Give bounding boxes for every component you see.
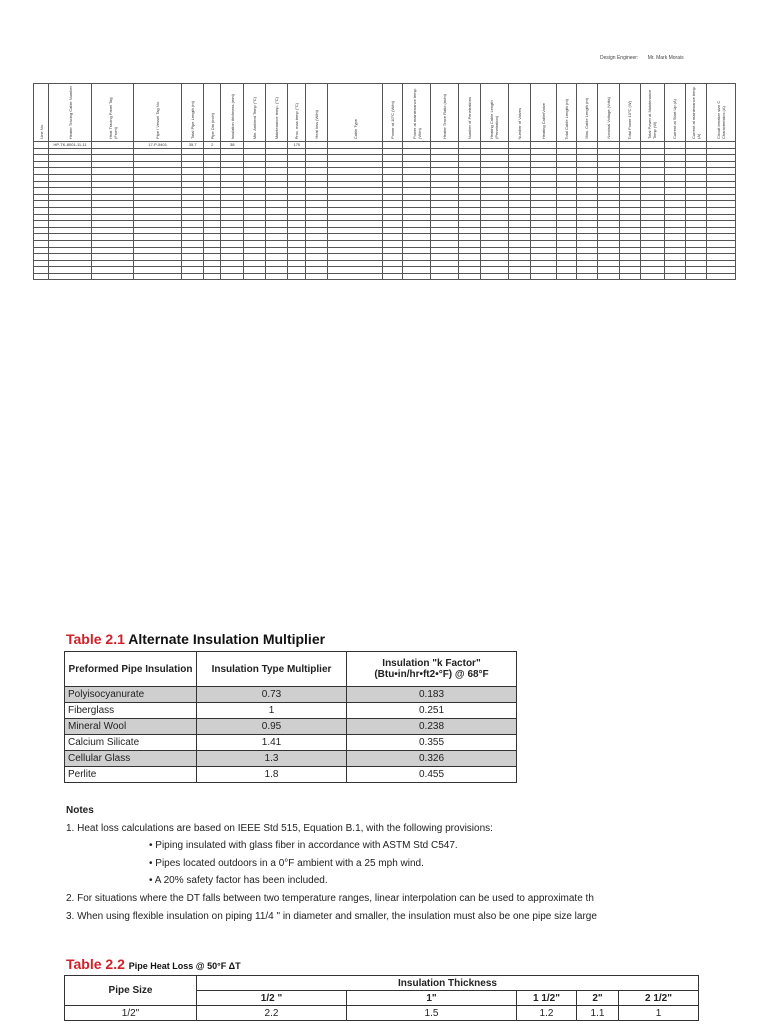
table-row [34,207,736,214]
table-row [34,273,736,280]
table-row [34,240,736,247]
k-factor-cell: 0.326 [347,751,517,767]
table-row [34,267,736,274]
table-row [34,227,736,234]
table22-title [66,956,241,972]
heat-loss-cell: 1.1 [577,1006,619,1021]
col-header-label: Total Cable Length (m) [563,98,569,139]
col-header-label: Number of Penetrations [466,96,472,139]
col-header-label: Heating Cable/Valve [540,102,546,139]
pipe-heat-loss-table [64,975,699,1021]
col-header-label: Current at maintenance temp. (A) [690,86,701,139]
col-header-label: Circuit breaker size C Characteristics (A) [715,100,726,139]
material-cell: Mineral Wool [65,719,197,735]
heat-loss-cell: 1 [619,1006,699,1021]
col-header-label: Pipe Dia (inch) [209,112,215,139]
pipe-size-header: Pipe Size [65,976,197,1006]
col-header: Preformed Pipe Insulation [65,652,197,687]
col-header [328,84,383,142]
table-row [34,214,736,221]
insulation-thickness-header: Insulation Thickness [197,976,699,991]
heat-loss-cell: 1.5 [347,1006,517,1021]
note-2: 2. For situations where the DT falls between two temperature ranges, linear interpolation can be used to approximate th [66,892,594,904]
multiplier-cell: 1 [197,703,347,719]
col-header [576,84,597,142]
col-header [685,84,706,142]
thickness-header: 2" [577,991,619,1006]
table-row [34,201,736,208]
material-cell: Perlite [65,767,197,783]
col-header [597,84,619,142]
col-header: Insulation "k Factor" (Btu•in/hr•ft2•°F) @ 68°F [347,652,517,687]
table-row [34,234,736,241]
table-row [34,247,736,254]
table-row [34,142,736,149]
col-header-label: Heat Tracing Panel Tag (From) [107,97,118,139]
col-header [221,84,244,142]
col-header-label: Nominal Voltage (Volts) [605,97,611,139]
note-3: 3. When using flexible insulation on piping 11/4 " in diameter and smaller, the insulation must also be one pipe size large [66,910,597,922]
header-info [600,55,692,61]
material-cell: Cellular Glass [65,751,197,767]
heat-table-header-row [34,84,736,142]
thickness-header: 1" [347,991,517,1006]
table-row [65,703,517,719]
material-cell: Fiberglass [65,703,197,719]
col-header [49,84,92,142]
table-row [65,687,517,703]
multiplier-cell: 0.95 [197,719,347,735]
col-header-label: Pipe / Vessel Tag No. [155,101,161,139]
col-header [134,84,182,142]
col-header-label: Current at Start Up (A) [672,98,678,139]
col-header [288,84,306,142]
table-row [34,148,736,155]
col-header-label: Insulation thickness (mm) [229,93,235,139]
table21-title [66,631,325,647]
note-1: 1. Heat loss calculations are based on IEEE Std 515, Equation B.1, with the following provisions: [66,822,493,834]
table-header-row [65,652,517,687]
cable-number-cell: HP-TK-8001-11-11 [49,142,92,149]
col-header [706,84,735,142]
design-engineer-label: Design Engineer: [600,55,639,61]
material-cell: Polyisocyanurate [65,687,197,703]
col-header-label: Max. Cable Length (m) [584,98,590,139]
col-header [508,84,530,142]
heat-tracing-table [33,83,736,280]
col-header-label: Total Power at Maintenance Temp (W) [647,89,658,139]
note-1-bullet-1: • Piping insulated with glass fiber in accordance with ASTM Std C547. [149,840,458,852]
col-header [530,84,556,142]
table-row [65,751,517,767]
table-row [34,174,736,181]
pipe-tag-cell: 17-P-5401 [134,142,182,149]
heat-loss-cell: 1.2 [517,1006,577,1021]
table-row [65,1006,699,1021]
note-1-bullet-2: • Pipes located outdoors in a 0°F ambient with a 25 mph wind. [149,857,424,869]
col-header [306,84,328,142]
length-cell: 35.7 [182,142,204,149]
table-header-row [65,976,699,991]
col-header-label: Cable Type [352,118,358,139]
thickness-header: 1/2 " [197,991,347,1006]
col-header-label: Heater Tracing Cable Number [67,85,73,139]
notes-section [66,802,706,925]
insulation-multiplier-table [64,651,517,783]
multiplier-cell: 1.41 [197,735,347,751]
k-factor-cell: 0.355 [347,735,517,751]
table-row [34,221,736,228]
col-header: Insulation Type Multiplier [197,652,347,687]
col-header [640,84,664,142]
table-row [34,188,736,195]
table22-number: Table 2.2 [66,956,125,972]
design-engineer-value: Mr. Mark Morais [647,55,684,61]
table-row [65,719,517,735]
note-1-bullet-3: • A 20% safety factor has been included. [149,875,328,887]
col-header [34,84,49,142]
table-row [34,181,736,188]
col-header-label: Total Pipe Length (m) [190,100,196,139]
multiplier-cell: 1.8 [197,767,347,783]
col-header-label: Line No. [38,124,44,139]
col-header-label: Power at maintenance temp. (W/m) [411,88,422,139]
col-header-label: Proc. max temp (°C) [294,102,300,139]
table-row [34,155,736,162]
heat-loss-cell: 2.2 [197,1006,347,1021]
table-row [34,168,736,175]
col-header-label: Total Power 10°C (W) [627,100,633,139]
multiplier-cell: 1.3 [197,751,347,767]
table-row [34,254,736,261]
table21-number: Table 2.1 [66,631,125,647]
col-header-label: Maintenance temp. (°C) [274,96,280,139]
table-row [34,161,736,168]
table-row [65,735,517,751]
thickness-header: 1 1/2" [517,991,577,1006]
col-header [182,84,204,142]
col-header [204,84,221,142]
col-header-label: Min. Ambient Temp (°C) [252,96,258,139]
col-header [458,84,480,142]
material-cell: Calcium Silicate [65,735,197,751]
table-row [34,260,736,267]
col-header [664,84,685,142]
col-header [556,84,576,142]
k-factor-cell: 0.251 [347,703,517,719]
dia-cell: 2 [204,142,221,149]
pipe-size-cell: 1/2" [65,1006,197,1021]
table22-caption: Pipe Heat Loss @ 50°F ΔT [128,961,241,971]
col-header [383,84,403,142]
table21-caption: Alternate Insulation Multiplier [128,631,326,647]
col-header [480,84,508,142]
col-header [92,84,134,142]
col-header [403,84,431,142]
notes-title: Notes [66,805,94,816]
col-header [244,84,266,142]
insulation-cell: 38 [221,142,244,149]
col-header [266,84,288,142]
thickness-header: 2 1/2" [619,991,699,1006]
col-header-label: Heating Cable Length (Penetration) [489,100,500,139]
col-header-label: Power at 10°C (W/m) [390,101,396,139]
col-header [619,84,640,142]
col-header-label: Number of Valves [516,107,522,139]
k-factor-cell: 0.455 [347,767,517,783]
col-header [431,84,458,142]
k-factor-cell: 0.238 [347,719,517,735]
table-row [34,194,736,201]
table-row [65,767,517,783]
col-header-label: Heater Trace Ratio (m/m) [442,93,447,139]
k-factor-cell: 0.183 [347,687,517,703]
multiplier-cell: 0.73 [197,687,347,703]
col-header-label: Heat loss (W/m) [314,110,320,139]
proc-max-cell: 170 [288,142,306,149]
